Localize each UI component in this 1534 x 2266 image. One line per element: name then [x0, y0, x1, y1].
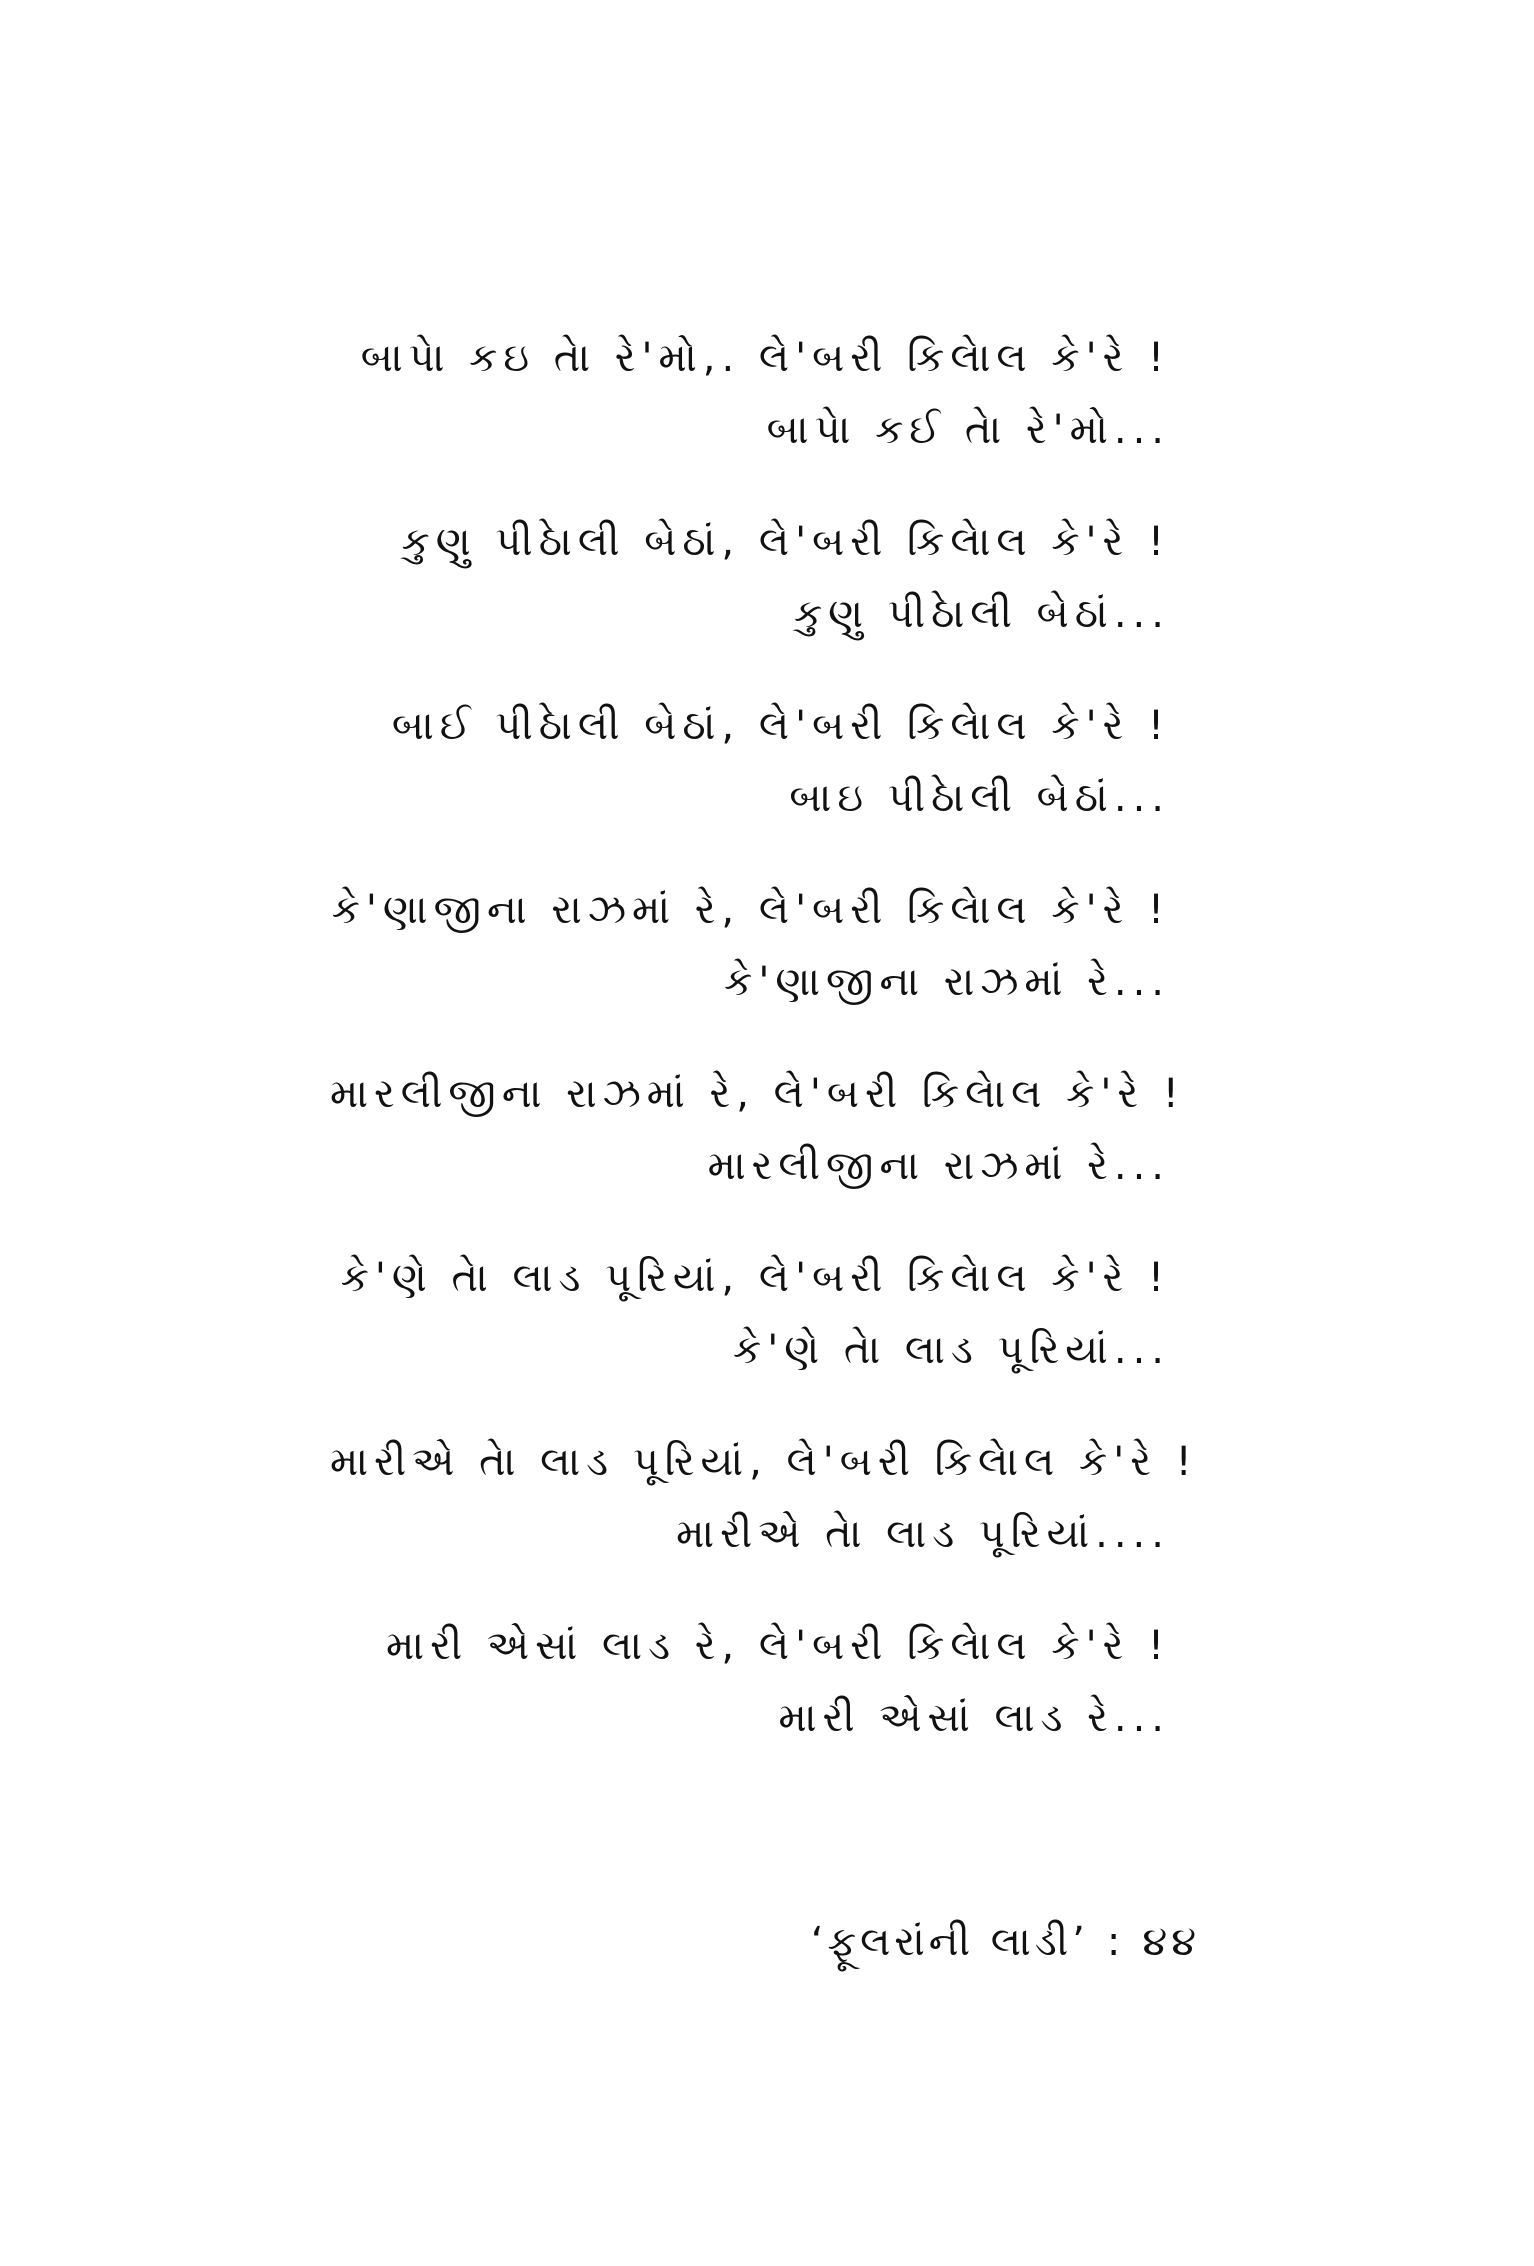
footer-separator: :: [1106, 1919, 1125, 1965]
stanza-main-line: મારીએ તેા લાડ પૂરિયાં, લે'બરી કિલેાલ કે'રે !: [330, 1439, 1198, 1485]
stanza-3: [330, 696, 1170, 828]
stanza-4: [330, 880, 1170, 1012]
stanza-7: [330, 1432, 1198, 1564]
stanza-refrain-line: મારીએ તેા લાડ પૂરિયાં....: [676, 1511, 1170, 1557]
page-footer: [800, 1912, 1200, 1972]
stanza-main-line: મારી એસાં લાડ રે, લે'બરી કિલેાલ કે'રે !: [386, 1623, 1170, 1669]
stanza-refrain-line: મારી એસાં લાડ રે...: [778, 1695, 1170, 1741]
stanza-main-line: બાપેા કઇ તેા રે'મો,. લે'બરી કિલેાલ કે'રે !: [360, 335, 1170, 381]
stanza-refrain-line: મારલીજીના રાઝમાં રે...: [707, 1143, 1170, 1189]
stanza-refrain-line: કુણુ પીઠેાલી બેઠાં...: [793, 591, 1170, 637]
stanza-main-line: મારલીજીના રાઝમાં રે, લે'બરી કિલેાલ કે'રે !: [330, 1071, 1185, 1117]
stanza-refrain-line: કે'ણે તેા લાડ પૂરિયાં...: [733, 1327, 1170, 1373]
stanza-main-line: કે'ણાજીના રાઝમાં રે, લે'બરી કિલેાલ કે'રે !: [331, 887, 1170, 933]
stanza-5: [330, 1064, 1185, 1196]
stanza-1: [330, 328, 1170, 460]
stanza-refrain-line: બાઇ પીઠેાલી બેઠાં...: [789, 775, 1170, 821]
stanza-8: [330, 1616, 1170, 1748]
page-number: ૪૪: [1142, 1919, 1200, 1965]
stanza-refrain-line: કે'ણાજીના રાઝમાં રે...: [724, 959, 1170, 1005]
stanza-main-line: કે'ણે તેા લાડ પૂરિયાં, લે'બરી કિલેાલ કે'રે !: [340, 1255, 1170, 1301]
stanza-main-line: કુણુ પીઠેાલી બેઠાં, લે'બરી કિલેાલ કે'રે !: [401, 519, 1170, 565]
stanza-2: [330, 512, 1170, 644]
stanza-refrain-line: બાપેા કઈ તેા રે'મો...: [766, 407, 1170, 453]
book-title: ‘ફૂલરાંની લાડી’: [810, 1919, 1089, 1965]
stanza-main-line: બાઈ પીઠેાલી બેઠાં, લે'બરી કિલેાલ કે'રે !: [391, 703, 1170, 749]
stanza-6: [330, 1248, 1170, 1380]
